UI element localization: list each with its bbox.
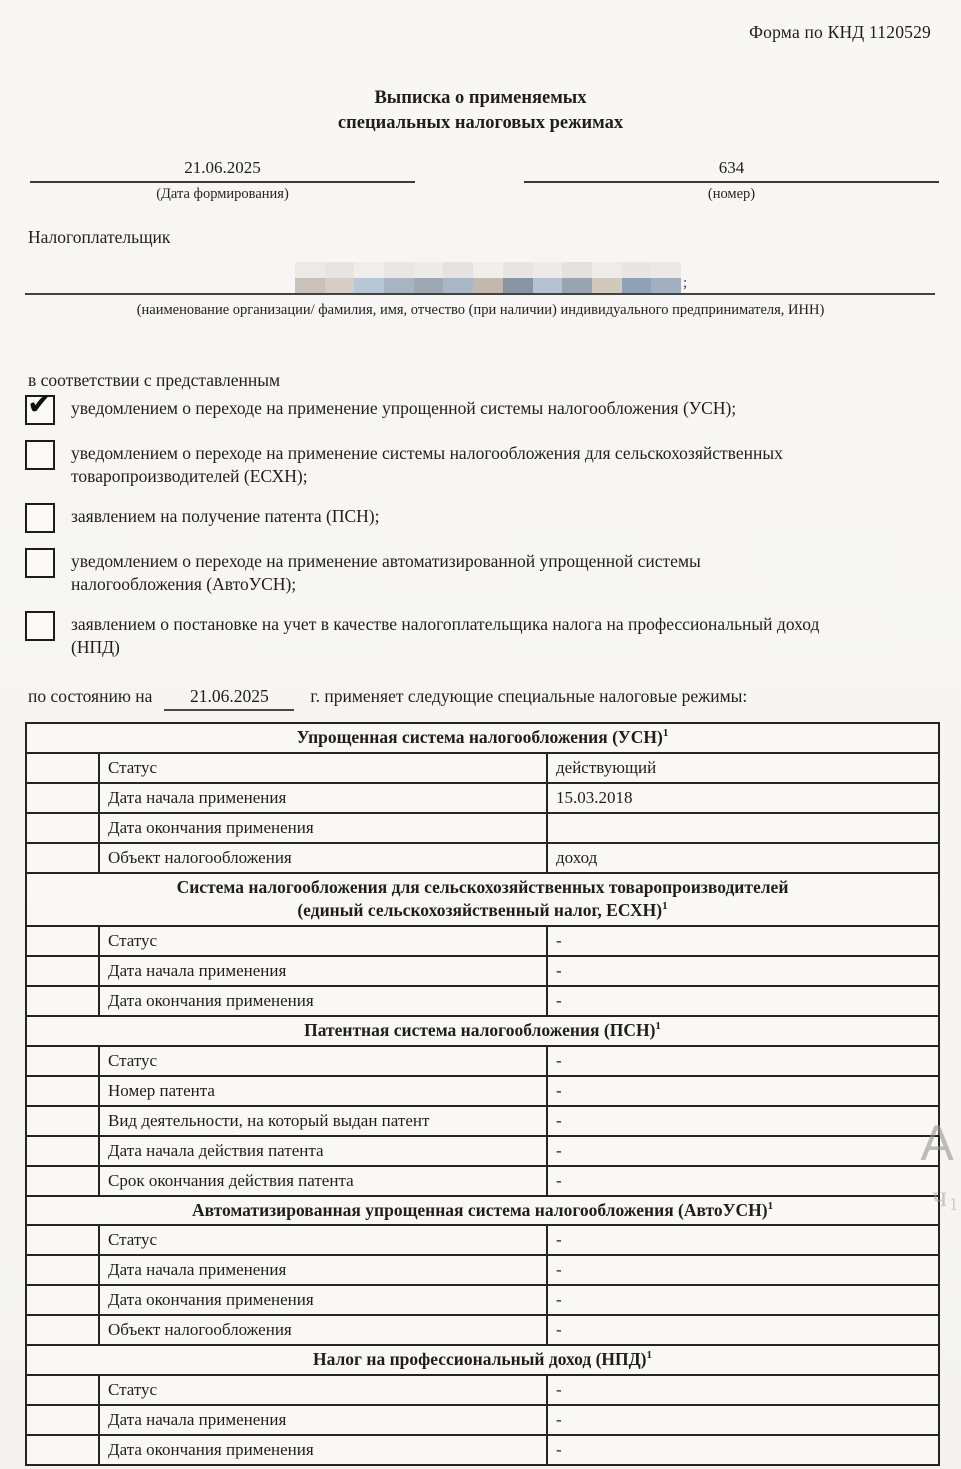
regime-header-row [26,1016,939,1046]
row-number-cell [26,956,99,986]
regime-title: Упрощенная система налогообложения (УСН)$^1$ [26,723,939,753]
fields-row [30,158,939,203]
redacted-taxpayer-name [295,262,681,293]
regime-data-row [26,1225,939,1255]
regime-data-row [26,986,939,1016]
status-date: 21.06.2025 [164,686,294,711]
watermark-letter-ch: ч 1 [931,1180,959,1214]
row-value-cell: - [547,1225,939,1255]
row-label-cell: Дата начала применения [99,956,547,986]
row-value-cell: - [547,1106,939,1136]
doc-title [0,86,961,136]
redaction-block [443,278,473,294]
regime-data-row [26,1285,939,1315]
row-number-cell [26,1166,99,1196]
row-value-cell: - [547,1076,939,1106]
regime-data-row [26,1046,939,1076]
row-label-cell: Дата окончания применения [99,1285,547,1315]
taxpayer-name-line [25,258,935,295]
checkbox-item [25,387,935,425]
regime-data-row [26,926,939,956]
row-number-cell [26,986,99,1016]
regime-header-row [26,873,939,926]
row-label-cell: Дата начала применения [99,783,547,813]
row-value-cell: - [547,1046,939,1076]
checkbox-item [25,550,935,596]
redaction-block [533,278,563,294]
document-number-caption: (номер) [707,186,756,202]
regime-data-row [26,1435,939,1465]
regime-data-row [26,956,939,986]
regime-data-row [26,1166,939,1196]
regimes-table [25,722,940,1466]
watermark-letter-a: А [920,1115,954,1171]
row-label-cell: Статус [99,1046,547,1076]
row-value-cell [547,813,939,843]
row-number-cell [26,1136,99,1166]
redaction-block [354,262,384,278]
row-value-cell: - [547,1136,939,1166]
redaction-block [651,262,681,278]
row-number-cell [26,783,99,813]
row-number-cell [26,1285,99,1315]
row-value-cell: - [547,1166,939,1196]
checkbox-label: заявлением о постановке на учет в качестве налогоплательщика налога на профессиональный доход (НПД) [71,614,820,658]
row-value-cell: - [547,986,939,1016]
regime-header-row [26,723,939,753]
regime-title: Патентная система налогообложения (ПСН)$^1$ [26,1016,939,1046]
checkbox-label: уведомлением о переходе на применение упрощенной системы налогообложения (УСН); [71,398,737,418]
redaction-block [414,278,444,294]
redaction-block [295,278,325,294]
redaction-block [325,262,355,278]
redaction-block [354,278,384,294]
row-value-cell: действующий [547,753,939,783]
row-label-cell: Объект налогообложения [99,1315,547,1345]
checkbox-item [25,613,935,659]
doc-title-line2: специальных налоговых режимах [337,112,624,133]
formation-date-field [30,158,415,203]
row-label-cell: Дата начала применения [99,1405,547,1435]
redaction-block [562,278,592,294]
regime-data-row [26,1405,939,1435]
redaction-block [622,262,652,278]
row-number-cell [26,1076,99,1106]
checkbox-label: заявлением на получение патента (ПСН); [71,506,380,527]
row-label-cell: Номер патента [99,1076,547,1106]
status-prefix: по состоянию на [28,686,153,706]
row-value-cell: доход [547,843,939,873]
row-number-cell [26,1106,99,1136]
watermark-small-mark: 1 [949,1194,959,1214]
row-value-cell: - [547,1285,939,1315]
regime-title: Автоматизированная упрощенная система налогообложения (АвтоУСН)$^1$ [26,1196,939,1226]
row-label-cell: Статус [99,753,547,783]
redaction-block [592,262,622,278]
checkbox-unchecked[interactable] [25,548,55,578]
row-label-cell: Объект налогообложения [99,843,547,873]
row-number-cell [26,813,99,843]
regime-footnote: 1 [767,1199,774,1212]
row-label-cell: Дата окончания применения [99,1435,547,1465]
row-label-cell: Дата начала действия патента [99,1136,547,1166]
redaction-block [503,278,533,294]
row-label-cell: Вид деятельности, на который выдан патент [99,1106,547,1136]
row-value-cell: - [547,926,939,956]
redaction-block [384,278,414,294]
regime-header-row [26,1196,939,1226]
checkbox-unchecked[interactable] [25,611,55,641]
row-number-cell [26,1435,99,1465]
redaction-block [384,262,414,278]
checkbox-item [25,505,935,533]
row-number-cell [26,843,99,873]
intro-text: в соответствии с представленным [28,370,281,390]
redaction-block [651,278,681,294]
row-value-cell: - [547,1375,939,1405]
row-value-cell: - [547,956,939,986]
regime-data-row [26,1255,939,1285]
redaction-block [622,278,652,294]
checkbox-checked[interactable] [25,387,55,425]
redacted-tail-char: ; [683,275,688,291]
regime-data-row [26,1375,939,1405]
status-line [28,686,747,711]
redaction-block [503,262,533,278]
row-number-cell [26,1315,99,1345]
row-number-cell [26,1375,99,1405]
redaction-block [414,262,444,278]
regime-title: Налог на профессиональный доход (НПД)$^1$ [26,1345,939,1375]
checkbox-unchecked[interactable] [25,440,55,470]
redaction-block [443,262,473,278]
row-number-cell [26,1255,99,1285]
row-number-cell [26,753,99,783]
checkbox-unchecked[interactable] [25,503,55,533]
checkbox-item [25,442,935,488]
checkbox-label: уведомлением о переходе на применение системы налогообложения для сельскохозяйственных товаропроизводителей (ЕСХН); [71,443,783,487]
formation-date-caption: (Дата формирования) [156,186,289,202]
row-value-cell: - [547,1315,939,1345]
checkbox-label: уведомлением о переходе на применение автоматизированной упрощенной системы налогообложения (АвтоУСН); [71,551,701,595]
document-number-field [524,158,939,203]
regime-footnote: 1 [662,727,669,740]
regime-data-row [26,1076,939,1106]
regime-data-row [26,753,939,783]
row-label-cell: Статус [99,1225,547,1255]
form-code: Форма по КНД 1120529 [749,22,931,42]
regime-data-row [26,843,939,873]
checkbox-list [25,387,935,660]
doc-title-line1: Выписка о применяемых [374,88,587,108]
row-label-cell: Дата окончания применения [99,986,547,1016]
regimes-table-body [26,723,939,1465]
row-label-cell: Дата окончания применения [99,813,547,843]
row-value-cell: 15.03.2018 [547,783,939,813]
redaction-block [473,262,503,278]
row-label-cell: Статус [99,926,547,956]
regime-footnote: 1 [646,1349,653,1362]
taxpayer-caption: (наименование организации/ фамилия, имя, отчество (при наличии) индивидуального предпринимателя, ИНН) [136,302,825,318]
regime-footnote: 1 [655,1020,661,1033]
row-value-cell: - [547,1255,939,1285]
formation-date-value: 21.06.2025 [30,158,415,183]
row-number-cell [26,1405,99,1435]
regime-header-row [26,1345,939,1375]
redaction-block [473,278,503,294]
redacted-name-bottom-row [295,278,681,294]
redaction-block [592,278,622,294]
status-suffix: г. применяет следующие специальные налоговые режимы: [310,686,748,706]
redaction-block [562,262,592,278]
redaction-block [295,262,325,278]
row-value-cell: - [547,1405,939,1435]
document-number-value: 634 [524,158,939,183]
redaction-block [325,278,355,294]
row-label-cell: Статус [99,1375,547,1405]
redacted-name-top-row [295,262,681,278]
row-number-cell [26,926,99,956]
row-label-cell: Дата начала применения [99,1255,547,1285]
row-number-cell [26,1046,99,1076]
regime-title: Система налогообложения для сельскохозяйственных товаропроизводителей (единый сельскохозяйственный налог, ЕСХН)$^1$ [26,873,939,926]
row-number-cell [26,1225,99,1255]
redaction-block [533,262,563,278]
regime-data-row [26,1315,939,1345]
regime-data-row [26,783,939,813]
check-icon: ✔ [27,387,53,422]
regime-data-row [26,1106,939,1136]
regime-data-row [26,813,939,843]
taxpayer-label: Налогоплательщик [28,227,171,247]
regime-footnote: 1 [662,900,668,913]
row-label-cell: Срок окончания действия патента [99,1166,547,1196]
row-value-cell: - [547,1435,939,1465]
regime-data-row [26,1136,939,1166]
